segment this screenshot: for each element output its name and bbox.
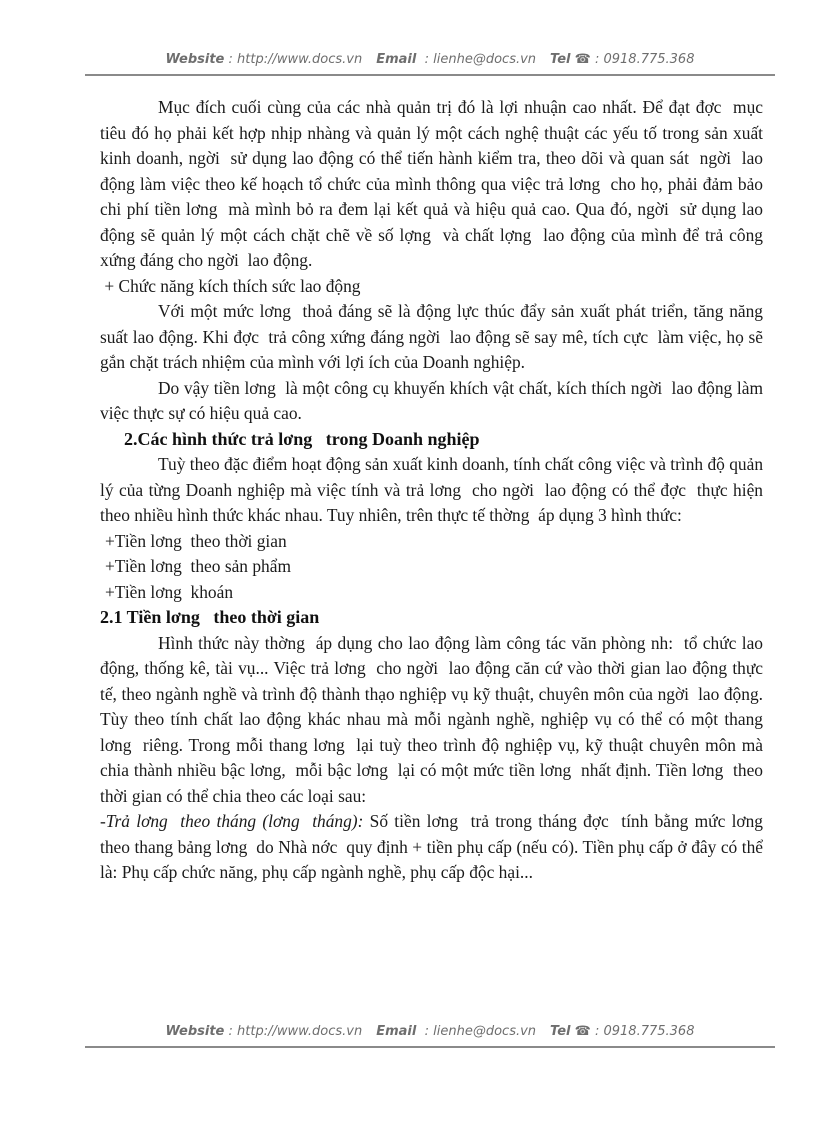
list-item: +Tiền lơng khoán bbox=[105, 581, 234, 602]
header-website-value: : http://www.docs.vn bbox=[224, 52, 363, 67]
footer-email-label: Email bbox=[376, 1024, 417, 1039]
body-paragraph: Mục đích cuối cùng của các nhà quản trị đó là lợi nhuận cao nhất. Để đạt đợc mục tiêu đó họ phải kết hợp nhịp nhàng và quản lý một cách nghệ thuật các yếu tố trong sản xuất kinh doanh, ngời sử dụng lao động có thể tiến hành kiểm tra, theo dõi và quan sát ngời lao động làm việc theo kế hoạch tổ chức của mình thông qua việc trả lơng cho họ, phải đảm bảo chi phí tiền lơng mà mình bỏ ra đem lại kết quả và hiệu quả cao. Qua đó, ngời sử dụng lao động sẽ quản lý một cách chặt chẽ về số lợng và chất lợng lao động của mình để trả công xứng đáng cho ngời lao động. bbox=[100, 97, 768, 270]
list-item: +Tiền lơng theo sản phẩm bbox=[105, 556, 291, 576]
phone-icon: ☎ bbox=[574, 1024, 591, 1039]
phone-icon: ☎ bbox=[574, 52, 591, 67]
header-website-label: Website bbox=[165, 52, 225, 67]
header-email-value: : lienhe@docs.vn bbox=[416, 52, 537, 67]
body-paragraph: Do vậy tiền lơng là một công cụ khuyến khích vật chất, kích thích ngời lao động làm việc thực sự có hiệu quả cao. bbox=[100, 377, 768, 423]
document-body bbox=[100, 95, 772, 886]
footer-email-value: : lienhe@docs.vn bbox=[416, 1024, 537, 1039]
section-heading-2-1: 2.1 Tiền lơng theo thời gian bbox=[100, 607, 320, 627]
page-header bbox=[85, 52, 775, 76]
footer-tel-label: Tel bbox=[550, 1024, 571, 1039]
paragraph-text: Số tiền lơng trả trong tháng đợc tính bằng mức lơng theo thang bảng lơng do Nhà nớc quy định + tiền phụ cấp (nếu có). Tiền phụ cấp ở đây có thể là: Phụ cấp chức năng, phụ cấp ngành nghề, phụ cấp độc hại... bbox=[100, 811, 772, 882]
footer-tel-value: : 0918.775.368 bbox=[590, 1024, 695, 1039]
paragraph-lead-italic: -Trả lơng theo tháng (lơng tháng): bbox=[100, 811, 370, 831]
header-tel-value: : 0918.775.368 bbox=[590, 52, 695, 67]
body-paragraph: Với một mức lơng thoả đáng sẽ là động lực thúc đẩy sản xuất phát triển, tăng năng suất lao động. Khi đợc trả công xứng đáng ngời lao động sẽ say mê, tích cực làm việc, họ sẽ gắn chặt trách nhiệm của mình với lợi ích của Doanh nghiệp. bbox=[100, 301, 768, 372]
body-line-function-note: + Chức năng kích thích sức lao động bbox=[100, 275, 361, 296]
header-email-label: Email bbox=[376, 52, 417, 67]
body-paragraph bbox=[100, 809, 772, 886]
section-heading-2: 2.Các hình thức trả lơng trong Doanh nghiệp bbox=[124, 428, 480, 449]
footer-website-label: Website bbox=[165, 1024, 225, 1039]
body-paragraph: Tuỳ theo đặc điểm hoạt động sản xuất kinh doanh, tính chất công việc và trình độ quản lý của từng Doanh nghiệp mà việc tính và trả lơng cho ngời lao động có thể đợc thực hiện theo nhiều hình thức khác nhau. Tuy nhiên, trên thực tế thờng áp dụng 3 hình thức: bbox=[100, 454, 768, 525]
header-tel-label: Tel bbox=[550, 52, 571, 67]
footer-website-value: : http://www.docs.vn bbox=[224, 1024, 363, 1039]
list-item: +Tiền lơng theo thời gian bbox=[105, 530, 287, 551]
body-paragraph: Hình thức này thờng áp dụng cho lao động làm công tác văn phòng nh: tổ chức lao động, thống kê, tài vụ... Việc trả lơng cho ngời lao động căn cứ vào thời gian lao động thực tế, theo ngành nghề và trình độ thành thạo nghiệp vụ kỹ thuật, chuyên môn của ngời lao động. Tùy theo tính chất lao động khác nhau mà mỗi ngành nghề, nghiệp vụ có thể có một thang lơng riêng. Trong mỗi thang lơng lại tuỳ theo trình độ nghiệp vụ, kỹ thuật chuyên môn mà chia thành nhiều bậc lơng, mỗi bậc lơng lại có một mức tiền lơng nhất định. Tiền lơng theo thời gian có thể chia theo các loại sau: bbox=[100, 632, 768, 806]
page-footer bbox=[85, 1024, 775, 1048]
